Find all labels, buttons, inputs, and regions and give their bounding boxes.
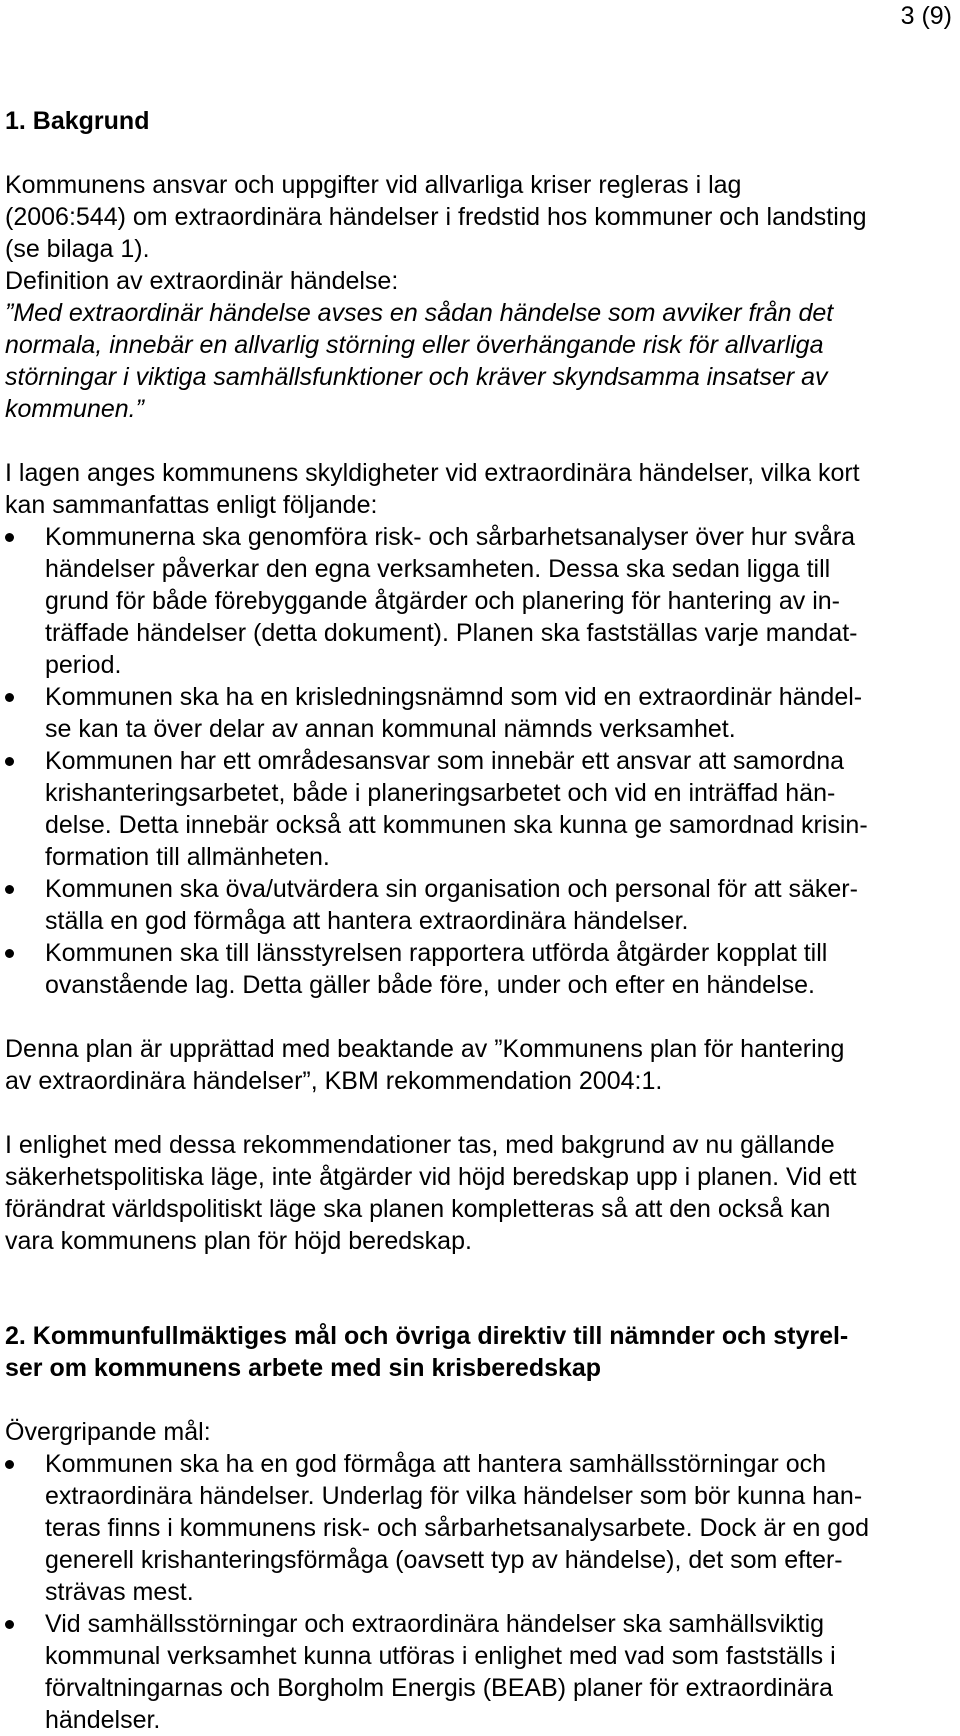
text-line: delse. Detta innebär också att kommunen ska kunna ge samordnad krisin- xyxy=(45,811,868,839)
recommendations-paragraph xyxy=(5,1129,955,1257)
text-line: ”Med extraordinär händelse avses en sådan händelse som avviker från det xyxy=(5,299,834,327)
text-line: krishanteringsarbetet, både i planeringsarbetet och vid en inträffad hän- xyxy=(45,779,836,807)
text-line: normala, innebär en allvarlig störning eller överhängande risk för allvarliga xyxy=(5,331,824,359)
text-line: ställa en god förmåga att hantera extraordinära händelser. xyxy=(45,907,689,935)
text-line: formation till allmänheten. xyxy=(45,843,330,871)
text-line: kan sammanfattas enligt följande: xyxy=(5,491,378,519)
obligations-intro xyxy=(5,457,955,521)
goals-list xyxy=(5,1448,955,1736)
text-line: se kan ta över delar av annan kommunal nämnds verksamhet. xyxy=(45,715,736,743)
text-line: vara kommunens plan för höjd beredskap. xyxy=(5,1227,472,1255)
list-item xyxy=(5,521,955,681)
text-line: kommunen.” xyxy=(5,395,144,423)
text-line: säkerhetspolitiska läge, inte åtgärder vid höjd beredskap upp i planen. Vid ett xyxy=(5,1163,857,1191)
text-line: Definition av extraordinär händelse: xyxy=(5,267,399,295)
text-line: kommunal verksamhet kunna utföras i enlighet med vad som fastställs i xyxy=(45,1642,836,1670)
text-line: ser om kommunens arbete med sin krisberedskap xyxy=(5,1354,602,1382)
text-line: grund för både förebyggande åtgärder och planering för hantering av in- xyxy=(45,587,840,615)
subheading: Övergripande mål: xyxy=(5,1418,211,1446)
text-line: Kommunen ska ha en krisledningsnämnd som vid en extraordinär händel- xyxy=(45,683,863,711)
text-line: teras finns i kommunens risk- och sårbarhetsanalysarbete. Dock är en god xyxy=(45,1514,869,1542)
text-line: Kommunens ansvar och uppgifter vid allvarliga kriser regleras i lag xyxy=(5,171,742,199)
text-line: I enlighet med dessa rekommendationer tas, med bakgrund av nu gällande xyxy=(5,1131,835,1159)
document-body xyxy=(5,105,955,1736)
bullet-icon xyxy=(5,1460,14,1469)
bullet-icon xyxy=(5,885,14,894)
section-1-heading: 1. Bakgrund xyxy=(5,107,150,135)
bullet-icon xyxy=(5,533,14,542)
text-line: störningar i viktiga samhällsfunktioner och kräver skyndsamma insatser av xyxy=(5,363,828,391)
plan-reference-paragraph xyxy=(5,1033,955,1097)
text-line: generell krishanteringsförmåga (oavsett typ av händelse), det som efter- xyxy=(45,1546,843,1574)
list-item xyxy=(5,681,955,745)
text-line: förvaltningarnas och Borgholm Energis (BEAB) planer för extraordinära xyxy=(45,1674,833,1702)
text-line: träffade händelser (detta dokument). Planen ska fastställas varje mandat- xyxy=(45,619,858,647)
text-line: I lagen anges kommunens skyldigheter vid extraordinära händelser, vilka kort xyxy=(5,459,860,487)
text-line: Vid samhällsstörningar och extraordinära händelser ska samhällsviktig xyxy=(45,1610,825,1638)
text-line: (2006:544) om extraordinära händelser i fredstid hos kommuner och landsting xyxy=(5,203,867,231)
bullet-icon xyxy=(5,757,14,766)
text-line: händelser påverkar den egna verksamheten. Dessa ska sedan ligga till xyxy=(45,555,831,583)
text-line: Kommunen ska öva/utvärdera sin organisation och personal för att säker- xyxy=(45,875,858,903)
bullet-icon xyxy=(5,949,14,958)
text-line: Kommunerna ska genomföra risk- och sårbarhetsanalyser över hur svåra xyxy=(45,523,856,551)
text-line: strävas mest. xyxy=(45,1578,194,1606)
section-2-heading xyxy=(5,1320,955,1384)
text-line: (se bilaga 1). xyxy=(5,235,150,263)
text-line: ovanstående lag. Detta gäller både före, under och efter en händelse. xyxy=(45,971,815,999)
definition-quote xyxy=(5,299,833,423)
list-item xyxy=(5,1448,955,1608)
obligations-list xyxy=(5,521,955,1001)
text-line: period. xyxy=(45,651,122,679)
list-item xyxy=(5,937,955,1001)
page-number: 3 (9) xyxy=(900,2,952,30)
text-line: Kommunen har ett områdesansvar som innebär ett ansvar att samordna xyxy=(45,747,845,775)
bullet-icon xyxy=(5,1620,14,1629)
list-item xyxy=(5,873,955,937)
list-item xyxy=(5,1608,955,1736)
text-line: 2. Kommunfullmäktiges mål och övriga direktiv till nämnder och styrel- xyxy=(5,1322,849,1350)
text-line: händelser. xyxy=(45,1706,161,1734)
background-paragraph xyxy=(5,169,955,425)
list-item xyxy=(5,745,955,873)
text-line: Kommunen ska ha en god förmåga att hantera samhällsstörningar och xyxy=(45,1450,827,1478)
bullet-icon xyxy=(5,693,14,702)
text-line: av extraordinära händelser”, KBM rekommendation 2004:1. xyxy=(5,1067,663,1095)
text-line: Kommunen ska till länsstyrelsen rapportera utförda åtgärder kopplat till xyxy=(45,939,828,967)
text-line: förändrat världspolitiskt läge ska planen kompletteras så att den också kan xyxy=(5,1195,831,1223)
text-line: extraordinära händelser. Underlag för vilka händelser som bör kunna han- xyxy=(45,1482,863,1510)
text-line: Denna plan är upprättad med beaktande av ”Kommunens plan för hantering xyxy=(5,1035,845,1063)
